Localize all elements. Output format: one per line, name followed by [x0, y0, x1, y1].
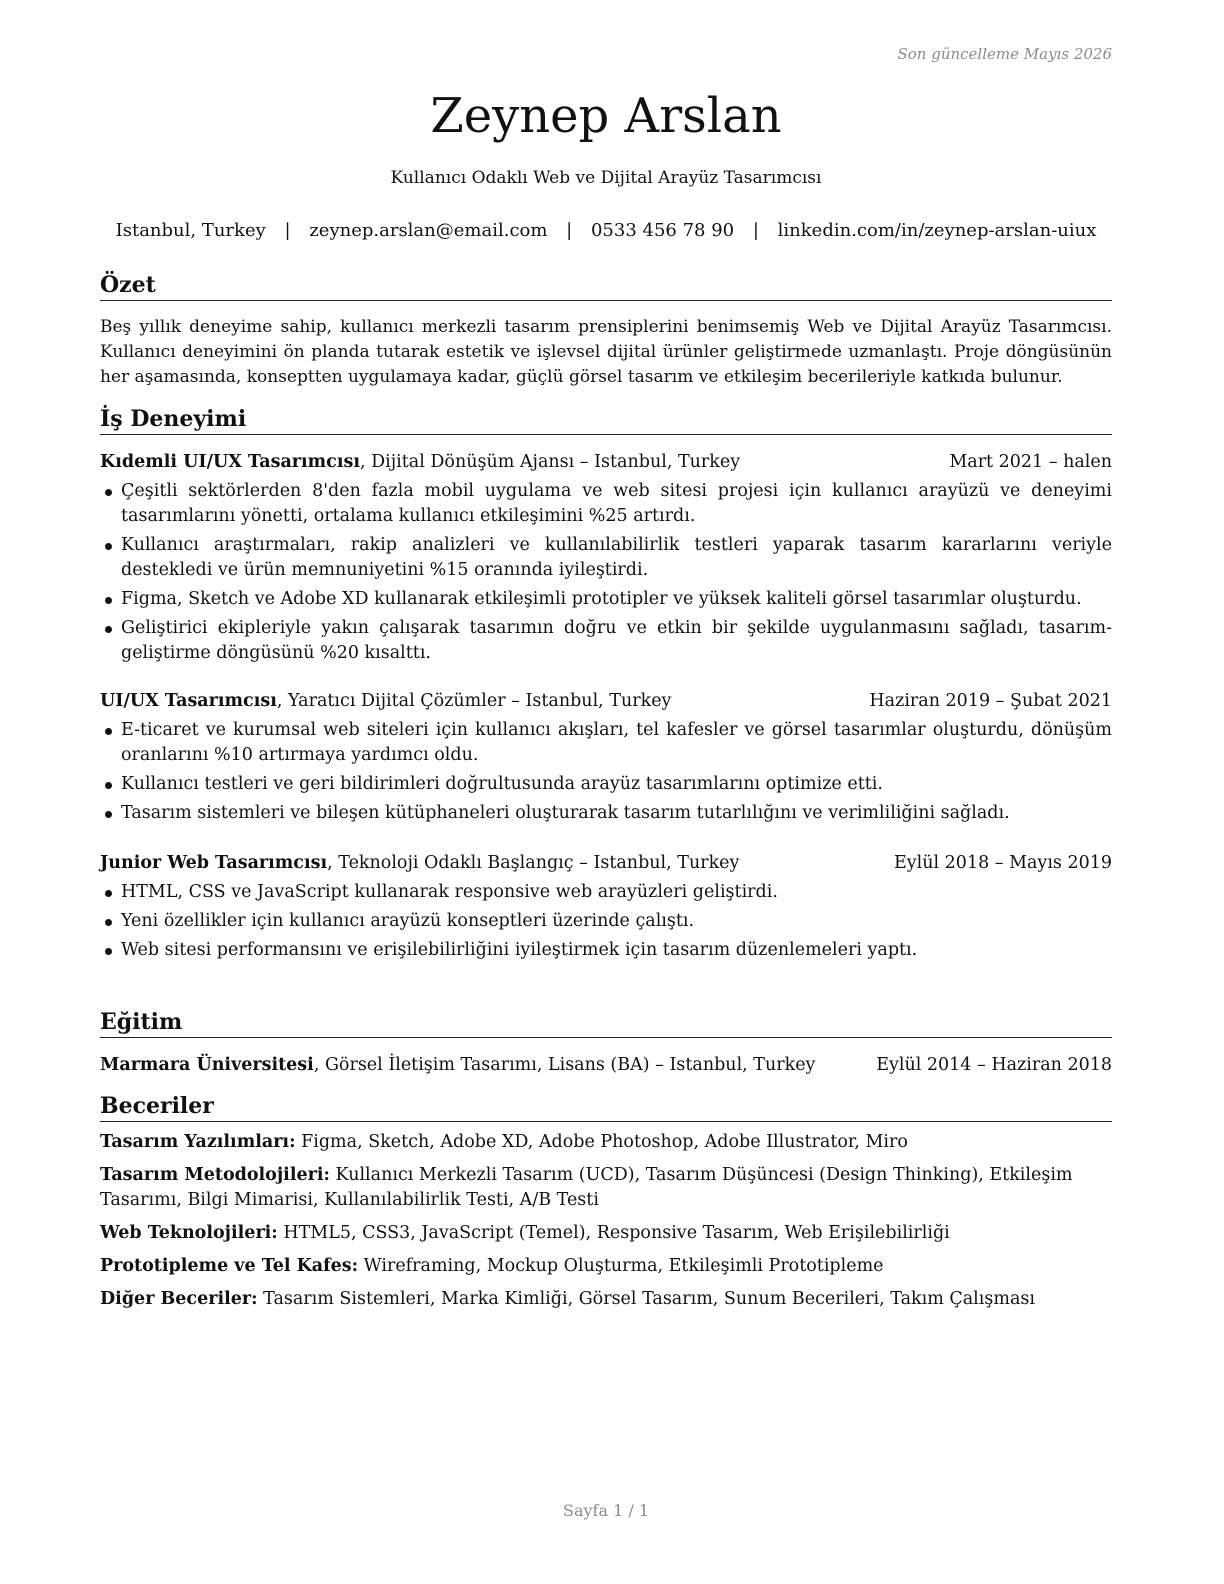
- job-title: Junior Web Tasarımcısı: [100, 853, 328, 873]
- job-bullet: Kullanıcı araştırmaları, rakip analizleri ve kullanılabilirlik testleri yaparak tasarım kararlarını veriyle destekledi ve ürün memnuniyetini %15 oranında iyileştirdi.: [100, 533, 1112, 583]
- job-bullet: Çeşitli sektörlerden 8'den fazla mobil uygulama ve web sitesi projesi için kullanıcı arayüzü ve deneyimi tasarımlarını yönetti, ortalama kullanıcı etkileşimini %25 artırdı.: [100, 479, 1112, 529]
- job-bullet-list: [100, 479, 1112, 666]
- skill-label: Web Teknolojileri:: [100, 1223, 278, 1243]
- contact-separator: |: [284, 220, 291, 241]
- job-bullet: Tasarım sistemleri ve bileşen kütüphaneleri oluşturarak tasarım tutarlılığını ve verimliliğini sağladı.: [100, 801, 1112, 826]
- skill-value: Tasarım Sistemleri, Marka Kimliği, Görsel Tasarım, Sunum Becerileri, Takım Çalışması: [257, 1289, 1035, 1309]
- skills-heading: Beceriler: [100, 1093, 1112, 1122]
- skill-row: [100, 1287, 1112, 1312]
- contact-separator: |: [566, 220, 573, 241]
- job-dates: Eylül 2018 – Mayıs 2019: [893, 853, 1112, 873]
- job-header: [100, 688, 1112, 714]
- job-company: , Teknoloji Odaklı Başlangıç – Istanbul, Turkey: [327, 853, 740, 873]
- contact-email[interactable]: zeynep.arslan@email.com: [309, 220, 548, 241]
- skills-section: [100, 1093, 1112, 1312]
- experience-heading: İş Deneyimi: [100, 406, 1112, 435]
- contact-location: Istanbul, Turkey: [115, 220, 266, 241]
- job-dates: Haziran 2019 – Şubat 2021: [869, 691, 1112, 711]
- job-dates: Mart 2021 – halen: [949, 452, 1112, 472]
- job-bullet-list: [100, 718, 1112, 826]
- skill-row: [100, 1130, 1112, 1155]
- skills-list: [100, 1130, 1112, 1312]
- contact-linkedin[interactable]: linkedin.com/in/zeynep-arslan-uiux: [777, 220, 1097, 241]
- candidate-headline: Kullanıcı Odaklı Web ve Dijital Arayüz Tasarımcısı: [390, 168, 822, 188]
- skill-value: Kullanıcı Merkezli Tasarım (UCD), Tasarım Düşüncesi (Design Thinking), Etkileşim Tasarımı, Bilgi Mimarisi, Kullanılabilirlik Testi, A/B Testi: [100, 1165, 1073, 1210]
- skill-value: Wireframing, Mockup Oluşturma, Etkileşimli Prototipleme: [358, 1256, 884, 1276]
- education-section: [100, 1009, 1112, 1078]
- skill-value: HTML5, CSS3, JavaScript (Temel), Responsive Tasarım, Web Erişilebilirliği: [277, 1223, 950, 1243]
- job-header: [100, 449, 1112, 475]
- skill-label: Tasarım Metodolojileri:: [100, 1165, 330, 1185]
- education-school: Marmara Üniversitesi: [100, 1055, 314, 1075]
- job-entry: [100, 688, 1112, 826]
- education-details: , Görsel İletişim Tasarımı, Lisans (BA) – Istanbul, Turkey: [313, 1055, 816, 1075]
- experience-section: [100, 406, 1112, 963]
- job-entry: [100, 449, 1112, 666]
- education-entry: [100, 1052, 1112, 1078]
- page-number: Sayfa 1 / 1: [562, 1501, 649, 1520]
- summary-heading: Özet: [100, 272, 1112, 301]
- job-bullet: Kullanıcı testleri ve geri bildirimleri doğrultusunda arayüz tasarımlarını optimize etti.: [100, 772, 1112, 797]
- skill-label: Prototipleme ve Tel Kafes:: [100, 1256, 359, 1276]
- education-heading: Eğitim: [100, 1009, 1112, 1038]
- skill-value: Figma, Sketch, Adobe XD, Adobe Photoshop, Adobe Illustrator, Miro: [295, 1132, 908, 1152]
- job-title: Kıdemli UI/UX Tasarımcısı: [100, 452, 360, 472]
- job-bullet: Web sitesi performansını ve erişilebilirliğini iyileştirmek için tasarım düzenlemeleri yaptı.: [100, 938, 1112, 963]
- job-bullet: E-ticaret ve kurumsal web siteleri için kullanıcı akışları, tel kafesler ve görsel tasarımlar oluşturdu, dönüşüm oranlarını %10 artırmaya yardımcı oldu.: [100, 718, 1112, 768]
- education-dates: Eylül 2014 – Haziran 2018: [876, 1055, 1112, 1075]
- job-entry: [100, 850, 1112, 963]
- job-bullet: Geliştirici ekipleriyle yakın çalışarak tasarımın doğru ve etkin bir şekilde uygulanmasını sağladı, tasarım-geliştirme döngüsünü %20 kısalttı.: [100, 616, 1112, 666]
- job-bullet: Yeni özellikler için kullanıcı arayüzü konseptleri üzerinde çalıştı.: [100, 909, 1112, 934]
- resume-page: [100, 0, 1112, 1584]
- contact-phone: 0533 456 78 90: [590, 220, 735, 241]
- job-bullet: Figma, Sketch ve Adobe XD kullanarak etkileşimli prototipler ve yüksek kaliteli görsel tasarımlar oluşturdu.: [100, 587, 1112, 612]
- contact-line: [100, 220, 1112, 241]
- skill-row: [100, 1221, 1112, 1246]
- candidate-name: Zeynep Arslan: [430, 88, 782, 144]
- job-company: , Dijital Dönüşüm Ajansı – Istanbul, Turkey: [359, 452, 741, 472]
- job-title: UI/UX Tasarımcısı: [100, 691, 277, 711]
- job-header: [100, 850, 1112, 876]
- summary-section: [100, 272, 1112, 390]
- job-bullet: HTML, CSS ve JavaScript kullanarak responsive web arayüzleri geliştirdi.: [100, 880, 1112, 905]
- last-updated-note: Son güncelleme Mayıs 2026: [897, 45, 1112, 63]
- summary-text: Beş yıllık deneyime sahip, kullanıcı merkezli tasarım prensiplerini benimsemiş Web ve Dijital Arayüz Tasarımcısı. Kullanıcı deneyimini ön planda tutarak estetik ve işlevsel dijital ürünler geliştirmede uzmanlaştı. Proje döngüsünün her aşamasında, konseptten uygulamaya kadar, güçlü görsel tasarım ve etkileşim becerileriyle katkıda bulunur.: [100, 317, 1112, 387]
- skill-row: [100, 1163, 1112, 1213]
- skill-row: [100, 1254, 1112, 1279]
- job-bullet-list: [100, 880, 1112, 963]
- contact-separator: |: [752, 220, 759, 241]
- skill-label: Tasarım Yazılımları:: [100, 1132, 296, 1152]
- job-company: , Yaratıcı Dijital Çözümler – Istanbul, Turkey: [276, 691, 672, 711]
- skill-label: Diğer Beceriler:: [100, 1289, 258, 1309]
